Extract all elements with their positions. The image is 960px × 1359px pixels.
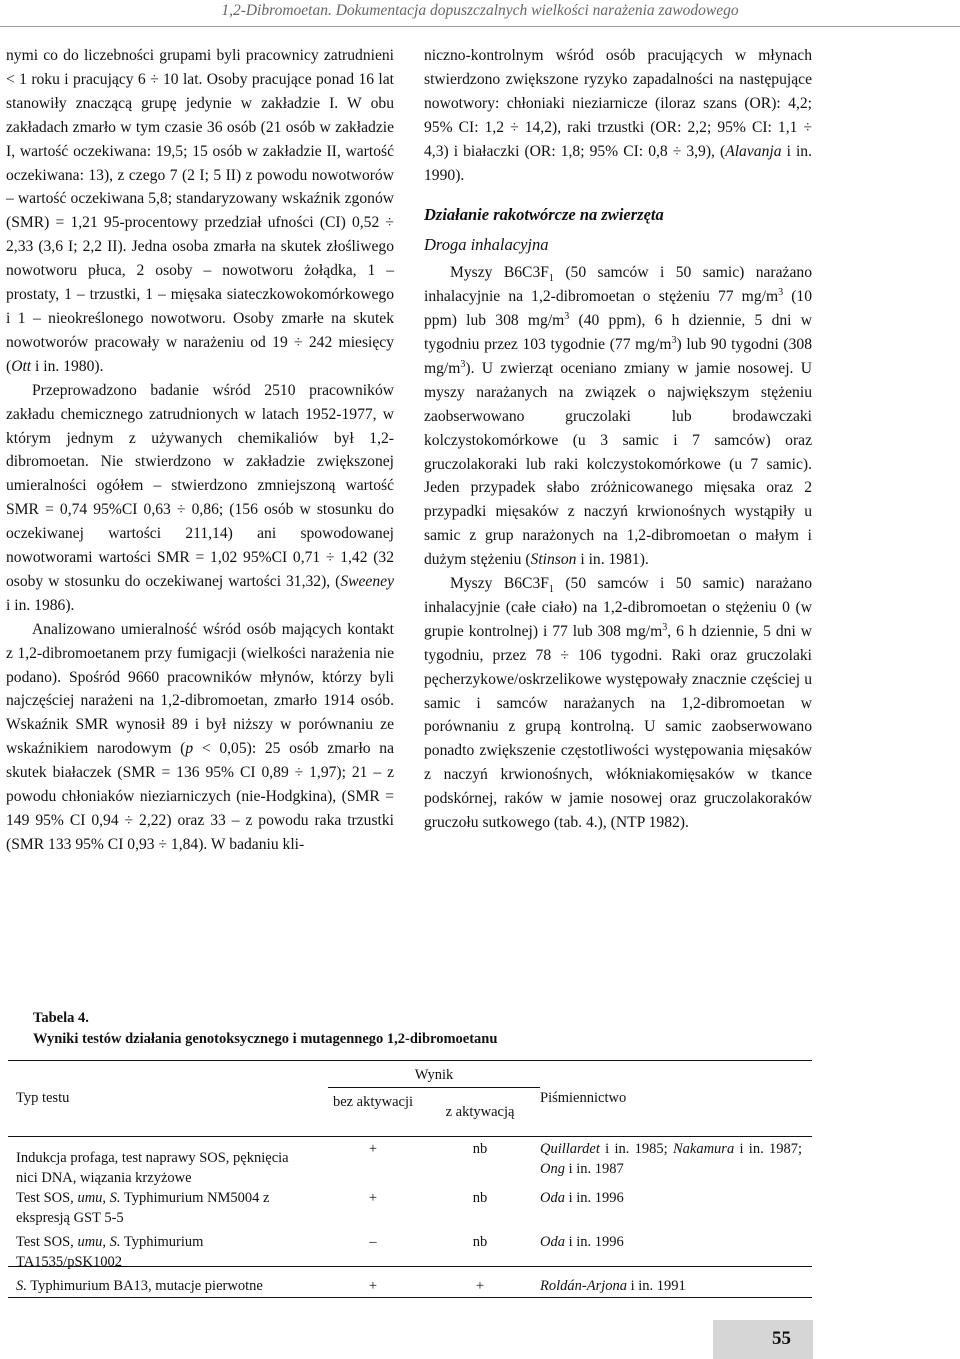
running-title: 1,2-Dibromoetan. Dokumentacja dopuszczalnych wielkości narażenia zawodowego: [221, 2, 739, 19]
left-column: [6, 44, 394, 857]
table-header-rule: [8, 1136, 812, 1137]
table-row-2-with: nb: [472, 1190, 488, 1206]
table-title: Wyniki testów działania genotoksycznego i mutagennego 1,2-dibromoetanu: [33, 1031, 498, 1047]
table-top-rule: [8, 1060, 812, 1061]
header-rule: [0, 26, 960, 27]
page-number-box: [713, 1320, 813, 1359]
table-result-rule: [328, 1087, 540, 1088]
page-number: 55: [772, 1328, 791, 1349]
table-bottom-rule: [8, 1297, 812, 1298]
table-caption: [33, 1008, 497, 1050]
header-references: Piśmiennictwo: [540, 1090, 627, 1106]
right-column: [424, 44, 812, 835]
table-row-4-test: S. Typhimurium BA13, mutacje pierwotne: [16, 1278, 263, 1294]
section-title: Działanie rakotwórcze na zwierzęta: [424, 205, 664, 225]
table-row-1-with: nb: [472, 1141, 488, 1157]
table-row-3-test: Test SOS, umu, S. Typhimurium TA1535/pSK1002: [16, 1234, 204, 1270]
table-row-2-without: +: [368, 1190, 378, 1206]
table-row-4-with: +: [475, 1278, 485, 1294]
table-row-1-without: +: [368, 1141, 378, 1157]
table-row-2-references: Oda i in. 1996: [540, 1190, 624, 1206]
running-header: [0, 0, 960, 26]
header-test-type: Typ testu: [16, 1090, 70, 1106]
header-result: Wynik: [414, 1067, 454, 1083]
left-paragraph-1: nymi co do liczebności grupami byli pracownicy zatrudnieni < 1 roku i pracujący 6 ÷ 10 lat. Osoby pracujące ponad 16 lat stanowiły znaczącą grupę jedynie w zakładzie I. W obu zakładach zmarło w tym czasie 36 osób (21 osób w zakładzie I, wartość oczekiwana: 19,5; 15 osób w zakładzie II, wartość oczekiwana: 13), z czego 7 (2 I; 5 II) z powodu nowotworów – wartość oczekiwana 5,8; standaryzowany wskaźnik zgonów (SMR) = 1,21 95-procentowy przedział ufności (CI) 0,52 ÷ 2,33 (3,6 I; 2,2 II). Jedna osoba zmarła na skutek złośliwego nowotworu płuca, 2 osoby – nowotworu żołądka, 1 – prostaty, 1 – trzustki, 1 – mięsaka siateczkowokomórkowego i 1 – nieokreślonego nowotworu. Osoby zmarłe na skutek nowotworów pracowały w narażeniu od 19 ÷ 242 miesięcy (Ott i in. 1980).: [6, 47, 394, 375]
table-row-3-without: –: [369, 1234, 377, 1250]
table-row-1-references: Quillardet i in. 1985; Nakamura i in. 1987; Ong i in. 1987: [540, 1141, 802, 1177]
header-with-activation: z aktywacją: [445, 1104, 515, 1120]
table-label: Tabela 4.: [33, 1010, 89, 1026]
left-paragraph-3: Analizowano umieralność wśród osób mających kontakt z 1,2-dibromoetanem przy fumigacji (wielkości narażenia nie podano). Spośród 9660 pracowników młynów, którzy byli najczęściej narażeni na 1,2-dibromoetan, zmarło 1914 osób. Wskaźnik SMR wynosił 89 i był niższy w porównaniu ze wskaźnikiem narodowym (p < 0,05): 25 osób zmarło na skutek białaczek (SMR = 136 95% CI 0,89 ÷ 1,97); 21 – z powodu chłoniaków nieziarniczych (nie-Hodgkina), (SMR = 149 95% CI 0,94 ÷ 2,22) oraz 33 – z powodu raka trzustki (SMR 133 95% CI 0,93 ÷ 1,84). W badaniu kli-: [6, 620, 394, 853]
right-paragraph-2: Myszy $B6C3F_1$ (50 samców i 50 samic) narażano inhalacyjnie na 1,2-dibromoetan o stężeniu 77 $mg/m^3$ (10 ppm) lub 308 $mg/m^3$ (40 ppm), 6 h dziennie, 5 dni w tygodniu przez 103 tygodnie (77 $mg/m^3$) lub 90 tygodni (308 $mg/m^3$). U zwierząt oceniano zmiany w jamie nosowej. U myszy narażanych na związek o największym stężeniu zaobserwowano gruczolaki lub brodawczaki kolczystokomórkowe (u 3 samic i 7 samców) oraz gruczolakoraki lub raki kolczystokomórkowe (u 7 samic). Jeden przypadek słabo zróżnicowanego mięsaka oraz 2 przypadki mięsaków z naczyń krwionośnych wystąpiły u samic z grup narażonych na 1,2-dibromoetan o małym i dużym stężeniu (Stinson i in. 1981).: [424, 264, 812, 569]
subsection-title: Droga inhalacyjna: [424, 235, 549, 255]
table-row-4-references: Roldán-Arjona i in. 1991: [540, 1278, 686, 1294]
table-row-4-without: +: [368, 1278, 378, 1294]
table-row-3-references: Oda i in. 1996: [540, 1234, 624, 1250]
table-row-1-test: Indukcja profaga, test naprawy SOS, pęknięcia nici DNA, wiązania krzyżowe: [16, 1150, 289, 1186]
table-row-3-with: nb: [472, 1234, 488, 1250]
right-paragraph-3: Myszy $B6C3F_1$ (50 samców i 50 samic) narażano inhalacyjnie (całe ciało) na 1,2-dibromoetan o stężeniu 0 (w grupie kontrolnej) i 77 lub 308 $mg/m^3$, 6 h dziennie, 5 dni w tygodniu, przez 78 ÷ 106 tygodni. Raki oraz gruczolaki pęcherzykowe/oskrzelikowe występowały znacznie częściej u samic i samców narażanych na 1,2-dibromoetan w porównaniu z grupą kontrolną. U samic zaobserwowano ponadto zwiększenie częstotliwości występowania mięsaków z naczyń krwionośnych, włókniakomięsaków w tkance podskórnej, raków w jamie nosowej oraz gruczolakoraków gruczołu sutkowego (tab. 4.), (NTP 1982).: [424, 575, 812, 832]
header-without-activation: bez aktywacji: [332, 1094, 414, 1110]
right-paragraph-1: niczno-kontrolnym wśród osób pracujących w młynach stwierdzono zwiększone ryzyko zapadalności na następujące nowotwory: chłoniaki nieziarnicze (iloraz szans (OR): 4,2; 95% CI: 1,2 ÷ 14,2), raki trzustki (OR: 2,2; 95% CI: 1,1 ÷ 4,3) i białaczki (OR: 1,8; 95% CI: 0,8 ÷ 3,9), (Alavanja i in. 1990).: [424, 47, 812, 184]
left-paragraph-2: Przeprowadzono badanie wśród 2510 pracowników zakładu chemicznego zatrudnionych w latach 1952-1977, w którym jednym z używanych chemikaliów był 1,2-dibromoetan. Nie stwierdzono w zakładzie zwiększonej umieralności ogółem – stwierdzono zmniejszoną wartość SMR = 0,74 95%CI 0,63 ÷ 0,86; (156 osób w stosunku do oczekiwanej wartości 211,14) ani spowodowanej nowotworami wartości SMR = 1,02 95%CI 0,71 ÷ 1,42 (32 osoby w stosunku do oczekiwanej wartości 31,32), (Sweeney i in. 1986).: [6, 381, 394, 614]
table-row-2-test: Test SOS, umu, S. Typhimurium NM5004 z ekspresją GST 5-5: [16, 1190, 270, 1226]
